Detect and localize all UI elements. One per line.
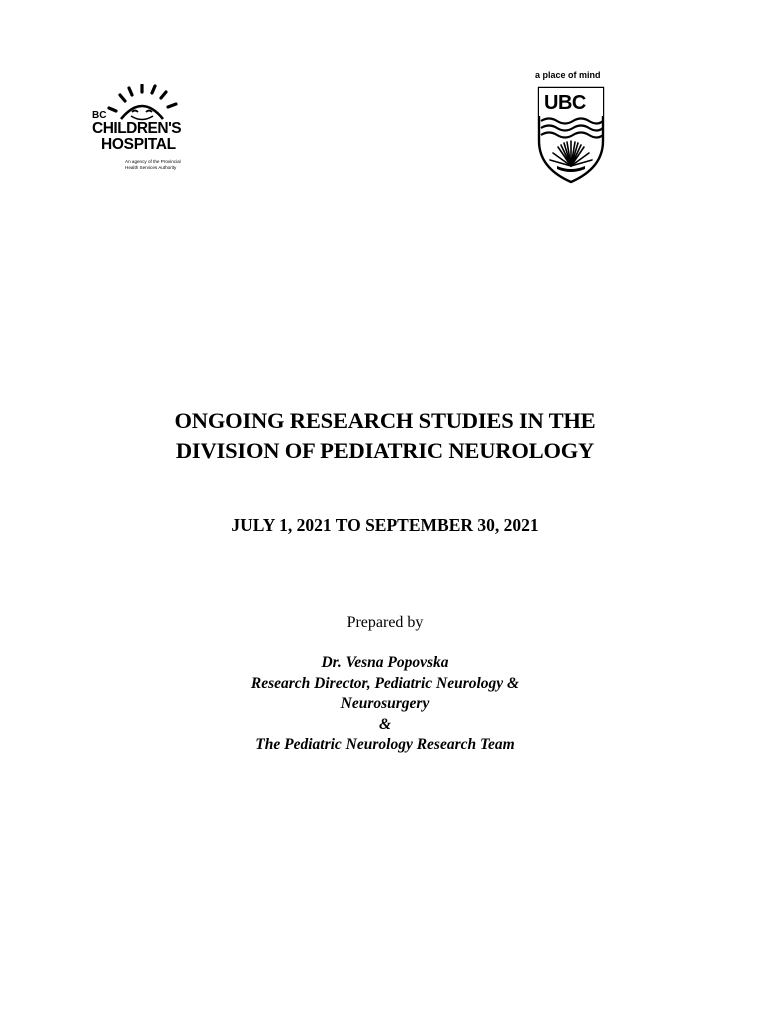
date-range: JULY 1, 2021 TO SEPTEMBER 30, 2021 xyxy=(231,515,539,535)
title-line-1: ONGOING RESEARCH STUDIES IN THE xyxy=(174,408,596,433)
bcch-hospital-text: HOSPITAL xyxy=(101,136,176,153)
bcch-agency-text xyxy=(125,159,185,170)
ubc-logo xyxy=(532,70,612,186)
author-team: The Pediatric Neurology Research Team xyxy=(255,736,515,753)
ubc-letters: UBC xyxy=(544,92,586,114)
bcch-childrens-text: CHILDREN'S xyxy=(92,120,182,137)
author-ampersand: & xyxy=(378,715,392,733)
title-line-2: DIVISION OF PEDIATRIC NEUROLOGY xyxy=(175,438,595,463)
prepared-by-label: Prepared by xyxy=(346,614,424,631)
bcch-agency-line1: An agency of the Provincial xyxy=(125,159,181,164)
author-block xyxy=(0,653,770,756)
author-role-line1: Research Director, Pediatric Neurology & xyxy=(250,674,520,692)
author-name: Dr. Vesna Popovska xyxy=(321,654,449,671)
author-role-line2: Neurosurgery xyxy=(340,695,430,712)
sun-face-icon xyxy=(92,84,202,124)
document-title xyxy=(0,406,770,466)
bcch-bc-text: BC xyxy=(92,110,107,121)
bc-childrens-hospital-logo xyxy=(92,84,202,184)
bcch-agency-line2: Health Services Authority xyxy=(125,164,177,170)
ubc-tagline: a place of mind xyxy=(535,70,601,80)
